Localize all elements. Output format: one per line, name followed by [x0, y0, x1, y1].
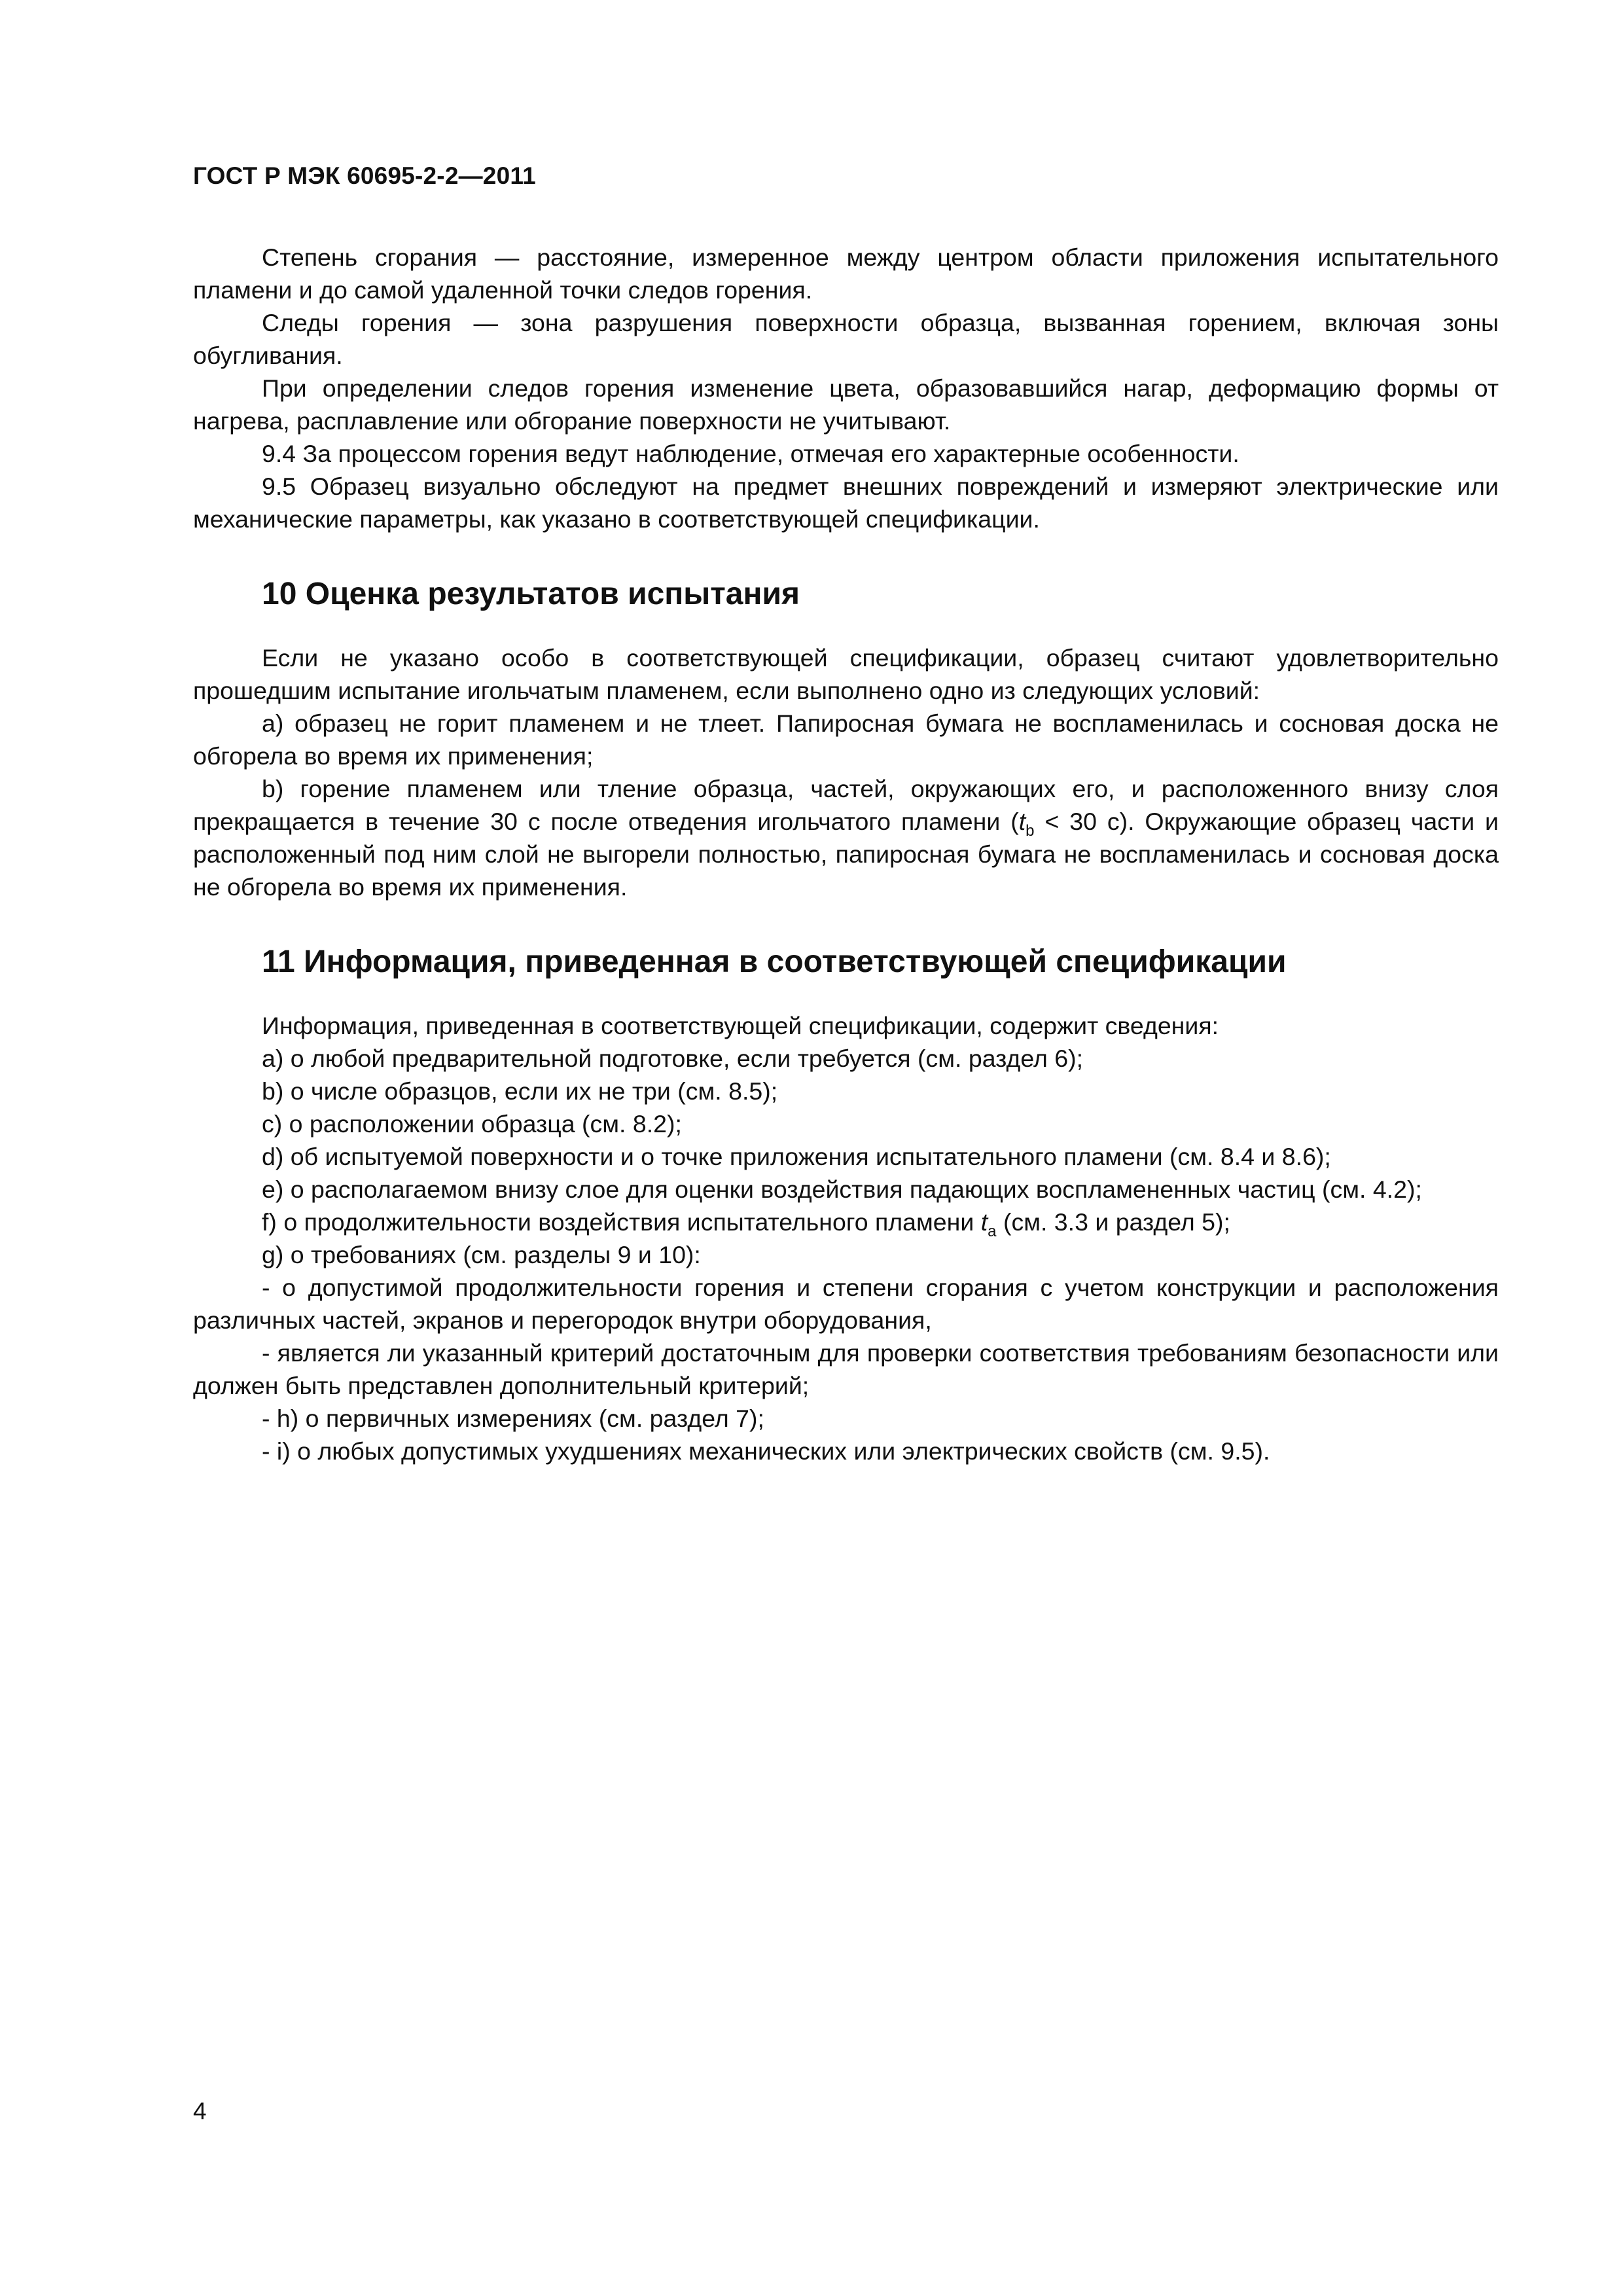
section-11-item-e: е) о располагаемом внизу слое для оценки воздействия падающих воспламененных частиц (см. 4.2); [262, 1175, 1422, 1203]
section-11-dash-item-1: - о допустимой продолжительности горения и степени сгорания с учетом конструкции и расположения различных частей, экранов и перегородок внутри оборудования, [193, 1274, 1499, 1334]
section-10-heading: 10 Оценка результатов испытания [262, 577, 800, 611]
paragraph-9-4: 9.4 За процессом горения ведут наблюдение, отмечая его характерные особенности. [262, 440, 1240, 467]
section-10-item-b-text-end: < 30 с). Окружающие образец части и расположенный под ним слой не выгорели полностью, папиросная бумага не воспламенилась и сосновая доска не обгорела во время их применения. [193, 808, 1499, 901]
paragraph-burn-traces: Следы горения — зона разрушения поверхности образца, вызванная горением, включая зоны обугливания. [193, 309, 1499, 369]
section-10-item-a: а) образец не горит пламенем и не тлеет. Папиросная бумага не воспламенилась и сосновая доска не обгорела во время их применения; [193, 709, 1499, 770]
section-11-dash-item-4: - i) о любых допустимых ухудшениях механических или электрических свойств (см. 9.5). [262, 1437, 1270, 1465]
section-11-item-g: g) о требованиях (см. разделы 9 и 10): [262, 1241, 701, 1268]
section-11-intro: Информация, приведенная в соответствующей спецификации, содержит сведения: [262, 1012, 1219, 1039]
page-number: 4 [193, 2098, 207, 2125]
variable-t: t [1018, 808, 1026, 835]
section-11-item-f [193, 1206, 1499, 1238]
paragraph-9-5: 9.5 Образец визуально обследуют на предмет внешних повреждений и измеряют электрические или механические параметры, как указано в соответствующей спецификации. [193, 473, 1499, 533]
section-10-item-b-text: b) горение пламенем или тление образца, частей, окружающих его, и расположенного внизу слоя прекращается в течение 30 с после отведения игольчатого пламени ( [193, 775, 1499, 835]
section-11-heading: 11 Информация, приведенная в соответствующей спецификации [262, 944, 1287, 979]
section-11-dash-item-3: - h) о первичных измерениях (см. раздел 7); [262, 1405, 764, 1432]
section-11-dash-item-2: - является ли указанный критерий достаточным для проверки соответствия требованиям безопасности или должен быть представлен дополнительный критерий; [193, 1339, 1499, 1399]
section-10-item-b [193, 772, 1499, 903]
paragraph-burn-degree: Степень сгорания — расстояние, измеренное между центром области приложения испытательного пламени и до самой удаленной точки следов горения. [193, 243, 1499, 304]
section-11-item-d: d) об испытуемой поверхности и о точке приложения испытательного пламени (см. 8.4 и 8.6); [262, 1143, 1331, 1170]
section-11-item-b: b) о числе образцов, если их не три (см. 8.5); [262, 1077, 778, 1105]
paragraph-burn-traces-note: При определении следов горения изменение цвета, образовавшийся нагар, деформацию формы от нагрева, расплавление или обгорание поверхности не учитывают. [193, 374, 1499, 435]
section-11-item-a: а) о любой предварительной подготовке, если требуется (см. раздел 6); [262, 1045, 1084, 1072]
page-content [193, 241, 1499, 1467]
document-header: ГОСТ Р МЭК 60695-2-2—2011 [193, 162, 536, 189]
subscript-a: a [988, 1223, 997, 1240]
section-11-item-f-text-end: (см. 3.3 и раздел 5); [996, 1208, 1230, 1236]
section-11-item-c: с) о расположении образца (см. 8.2); [262, 1110, 682, 1138]
subscript-b: b [1026, 822, 1035, 840]
section-11-item-f-text: f) о продолжительности воздействия испытательного пламени [262, 1208, 981, 1236]
variable-t: t [980, 1208, 988, 1236]
section-10-intro: Если не указано особо в соответствующей спецификации, образец считают удовлетворительно прошедшим испытание игольчатым пламенем, если выполнено одно из следующих условий: [193, 644, 1499, 704]
